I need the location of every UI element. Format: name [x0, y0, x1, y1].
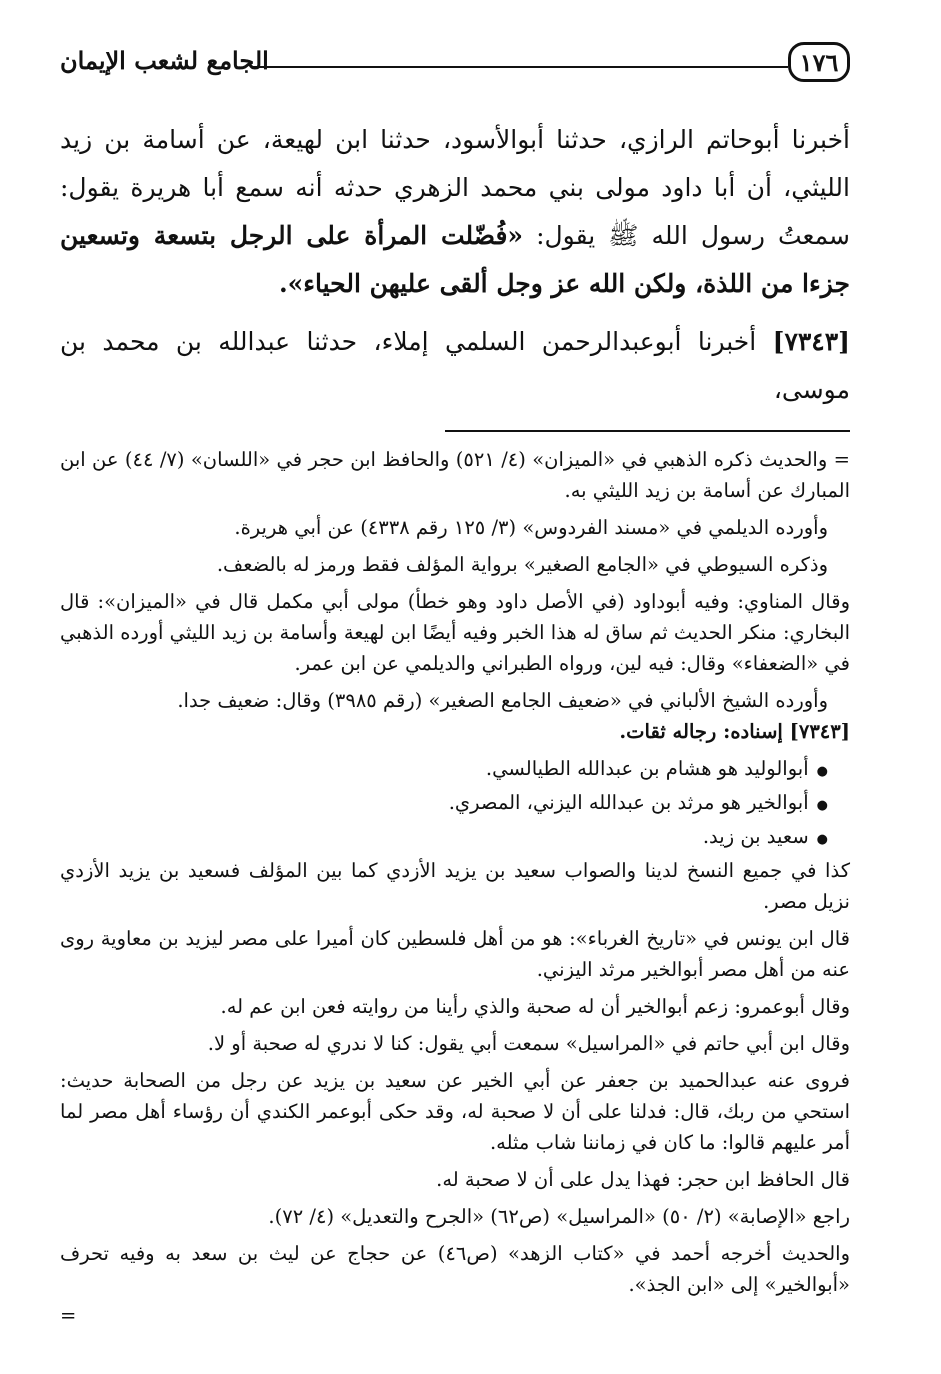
entry-number: [٧٣٤٣]: [772, 327, 850, 356]
footnote-line: وذكره السيوطي في «الجامع الصغير» برواية المؤلف فقط ورمز له بالضعف.: [216, 553, 828, 576]
hadith-entry-7343: [60, 318, 850, 414]
page: [60, 28, 850, 1331]
footnotes: [60, 444, 850, 1331]
narrator-bullet: ● أبوالوليد هو هشام بن عبدالله الطيالسي.: [60, 753, 850, 787]
footnote-line: وأورده الشيخ الألباني في «ضعيف الجامع الصغير» (رقم ٣٩٨٥) وقال: ضعيف جدا.: [177, 689, 828, 712]
book-title: الجامع لشعب الإيمان: [60, 46, 269, 75]
footnote-line: راجع «الإصابة» (٢/ ٥٠) «المراسيل» (ص٦٢) «الجرح والتعديل» (٤/ ٧٢).: [268, 1205, 850, 1228]
narrator-bullet: ● سعيد بن زيد.: [60, 821, 850, 855]
main-text: [60, 116, 850, 414]
footnote-line: وأورده الديلمي في «مسند الفردوس» (٣/ ١٢٥ رقم ٤٣٣٨) عن أبي هريرة.: [234, 516, 828, 539]
page-number: ١٧٦: [788, 42, 850, 82]
narrator-bullet: ● أبوالخير هو مرثد بن عبدالله اليزني، المصري.: [60, 787, 850, 821]
hadith-chain: أخبرنا أبوحاتم الرازي، حدثنا أبوالأسود، حدثنا ابن لهيعة، عن أسامة بن زيد الليثي، أن أبا داود مولى بني محمد الزهري حدثه أنه سمع أبا هريرة يقول: سمعتُ رسول الله ﷺ يقول:: [60, 125, 850, 250]
footnote-line: وقال ابن أبي حاتم في «المراسيل» سمعت أبي يقول: كنا لا ندري له صحبة أو لا.: [207, 1032, 850, 1055]
footnote-line: فروى عنه عبدالحميد بن جعفر عن أبي الخير عن سعيد بن يزيد عن رجل من الصحابة حديث: استحي من ربك، قال: فدلنا على أن لا صحبة له، وقد حكى أبوعمر الكندي أن رؤساء أهل مصر لما أمر عليهم قالوا: ما كان في زماننا شاب مثله.: [60, 1069, 850, 1154]
footnote-line: قال الحافظ ابن حجر: فهذا يدل على أن لا صحبة له.: [436, 1168, 850, 1191]
footnote-divider: [445, 430, 850, 432]
footnote-entry-number: [٧٣٤٣]: [789, 720, 850, 743]
footnote-entry-heading: [60, 716, 850, 747]
footnote-line: كذا في جميع النسخ لدينا والصواب سعيد بن يزيد الأزدي كما بين المؤلف فسعيد بن يزيد الأزدي نزيل مصر.: [60, 859, 850, 913]
hadith-paragraph: [60, 116, 850, 308]
continuation-mark: =: [60, 1304, 77, 1327]
footnote-line: وقال المناوي: وفيه أبوداود (في الأصل داود وهو خطأ) مولى أبي مكمل قال في «الميزان»: قال البخاري: منكر الحديث ثم ساق له هذا الخبر وفيه أيضًا ابن لهيعة وأسامة بن زيد الليثي أورده الذهبي في «الضعفاء» وقال: فيه لين، ورواه الطبراني والديلمي عن ابن عمر.: [60, 590, 850, 675]
footnote-entry-heading-text: إسناده: رجاله ثقات.: [619, 720, 790, 743]
hadith-quote: «فُضّلت المرأة على الرجل بتسعة وتسعين جزءا من اللذة، ولكن الله عز وجل ألقى عليهن الحياء».: [60, 221, 850, 298]
footnote-line: قال ابن يونس في «تاريخ الغرباء»: هو من أهل فلسطين كان أميرا على مصر ليزيد بن معاوية روى عنه من أهل مصر أبوالخير مرثد اليزني.: [60, 927, 850, 981]
entry-text: أخبرنا أبوعبدالرحمن السلمي إملاء، حدثنا عبدالله بن محمد بن موسى،: [60, 327, 850, 404]
header-rule: [252, 66, 788, 68]
footnote-line: والحديث أخرجه أحمد في «كتاب الزهد» (ص٤٦) عن حجاج عن ليث بن سعد به وفيه تحرف «أبوالخير» إلى «ابن الجذ».: [60, 1242, 850, 1296]
footnote-line: وقال أبوعمرو: زعم أبوالخير أن له صحبة والذي رأينا من روايته فعن ابن عم له.: [220, 995, 850, 1018]
page-header: [60, 28, 850, 98]
footnote-line: = والحديث ذكره الذهبي في «الميزان» (٤/ ٥٢١) والحافظ ابن حجر في «اللسان» (٧/ ٤٤) عن ابن المبارك عن أسامة بن زيد الليثي به.: [60, 448, 850, 502]
